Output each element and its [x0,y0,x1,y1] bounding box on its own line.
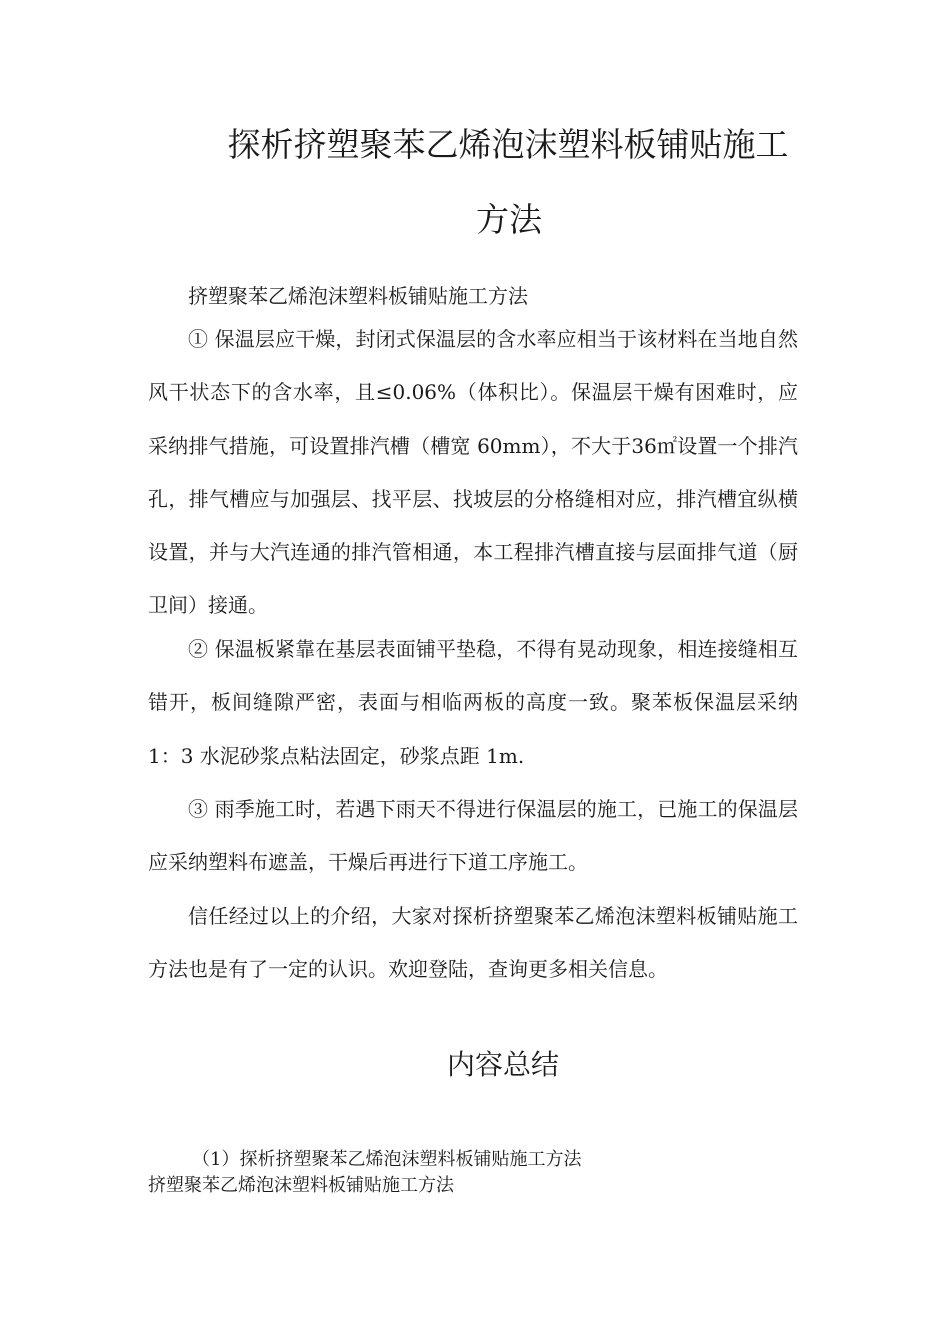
step3-paragraph: ③ 雨季施工时，若遇下雨天不得进行保温层的施工，已施工的保温层应采纳塑料布遮盖，干燥后再进行下道工序施工。 [148,797,798,875]
summary-item-1: （1）探析挤塑聚苯乙烯泡沫塑料板铺贴施工方法 [192,1149,582,1170]
summary-heading: 内容总结 [446,1048,559,1081]
step1-paragraph: ① 保温层应干燥，封闭式保温层的含水率应相当于该材料在当地自然风干状态下的含水率，且≤0.06%（体积比）。保温层干燥有困难时，应采纳排气措施，可设置排汽槽（槽宽 60mm），不大于36㎡设置一个排汽孔，排气槽应与加强层、找平层、找坡层的分格缝相对应，排汽槽宜纵横设置，并与大汽连通的排汽管相通，本工程排汽槽直接与层面排气道（厨卫间）接通。 [148,327,798,618]
document-title-line1: 探析挤塑聚苯乙烯泡沫塑料板铺贴施工 [227,125,789,164]
step2-paragraph: ② 保温板紧靠在基层表面铺平垫稳，不得有晃动现象，相连接缝相互错开，板间缝隙严密，表面与相临两板的高度一致。聚苯板保温层采纳 1：3 水泥砂浆点粘法固定，砂浆点距 1m. [148,637,798,768]
closing-paragraph: 信任经过以上的介绍，大家对探析挤塑聚苯乙烯泡沫塑料板铺贴施工方法也是有了一定的认识。欢迎登陆，查询更多相关信息。 [148,904,798,982]
summary-item-2: 挤塑聚苯乙烯泡沫塑料板铺贴施工方法 [148,1175,454,1196]
document-title-line2: 方法 [476,200,542,239]
intro-paragraph: 挤塑聚苯乙烯泡沫塑料板铺贴施工方法 [188,284,528,308]
